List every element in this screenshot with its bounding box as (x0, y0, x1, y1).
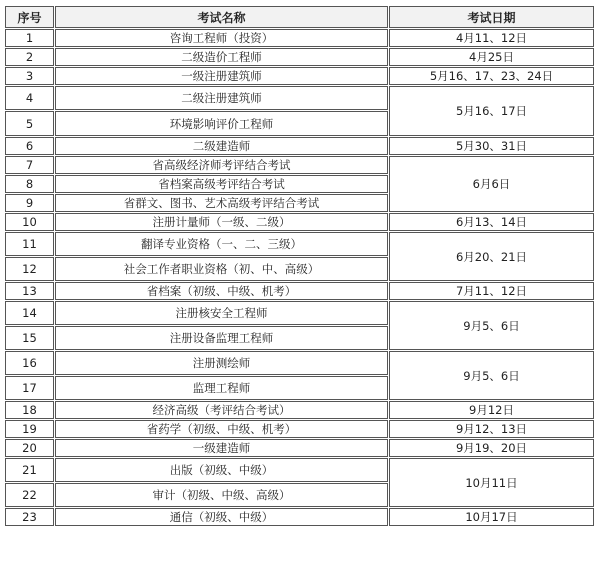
table-row (5, 29, 594, 47)
header-exam-name: 考试名称 (55, 6, 388, 28)
exam-date: 9月5、6日 (389, 351, 594, 400)
table-row (5, 67, 594, 85)
table-row (5, 156, 594, 174)
exam-name: 注册测绘师 (55, 351, 388, 375)
exam-name: 省群文、图书、艺术高级考评结合考试 (55, 194, 388, 212)
exam-name: 经济高级（考评结合考试） (55, 401, 388, 419)
row-number: 13 (5, 282, 54, 300)
table-row (5, 439, 594, 457)
exam-name: 一级注册建筑师 (55, 67, 388, 85)
table-row (5, 351, 594, 375)
exam-name: 二级建造师 (55, 137, 388, 155)
exam-date: 7月11、12日 (389, 282, 594, 300)
row-number: 2 (5, 48, 54, 66)
table-row (5, 458, 594, 482)
exam-date: 9月12、13日 (389, 420, 594, 438)
table-row (5, 213, 594, 231)
row-number: 15 (5, 326, 54, 350)
row-number: 16 (5, 351, 54, 375)
row-number: 7 (5, 156, 54, 174)
row-number: 22 (5, 483, 54, 507)
row-number: 9 (5, 194, 54, 212)
header-row (5, 6, 594, 28)
exam-name: 出版（初级、中级） (55, 458, 388, 482)
row-number: 11 (5, 232, 54, 256)
exam-date: 5月30、31日 (389, 137, 594, 155)
exam-date: 4月11、12日 (389, 29, 594, 47)
row-number: 20 (5, 439, 54, 457)
exam-name: 环境影响评价工程师 (55, 111, 388, 136)
table-row (5, 401, 594, 419)
row-number: 18 (5, 401, 54, 419)
header-exam-date: 考试日期 (389, 6, 594, 28)
row-number: 6 (5, 137, 54, 155)
exam-date: 6月6日 (389, 156, 594, 212)
exam-name: 注册计量师（一级、二级） (55, 213, 388, 231)
row-number: 21 (5, 458, 54, 482)
exam-name: 通信（初级、中级） (55, 508, 388, 526)
exam-name: 注册设备监理工程师 (55, 326, 388, 350)
exam-name: 省高级经济师考评结合考试 (55, 156, 388, 174)
table-row (5, 232, 594, 256)
exam-name: 审计（初级、中级、高级） (55, 483, 388, 507)
exam-name: 二级注册建筑师 (55, 86, 388, 110)
exam-date: 5月16、17日 (389, 86, 594, 136)
row-number: 17 (5, 376, 54, 400)
exam-name: 监理工程师 (55, 376, 388, 400)
row-number: 3 (5, 67, 54, 85)
table-row (5, 301, 594, 325)
row-number: 8 (5, 175, 54, 193)
table-row (5, 508, 594, 526)
table-row (5, 137, 594, 155)
row-number: 10 (5, 213, 54, 231)
exam-date: 10月11日 (389, 458, 594, 507)
exam-date: 4月25日 (389, 48, 594, 66)
row-number: 4 (5, 86, 54, 110)
exam-date: 6月20、21日 (389, 232, 594, 281)
exam-name: 省档案高级考评结合考试 (55, 175, 388, 193)
exam-date: 9月19、20日 (389, 439, 594, 457)
exam-schedule (4, 5, 595, 527)
exam-name: 社会工作者职业资格（初、中、高级） (55, 257, 388, 281)
table-row (5, 282, 594, 300)
exam-name: 翻译专业资格（一、二、三级） (55, 232, 388, 256)
exam-date: 10月17日 (389, 508, 594, 526)
exam-name: 咨询工程师（投资） (55, 29, 388, 47)
table-row (5, 420, 594, 438)
table-row (5, 86, 594, 110)
exam-name: 省药学（初级、中级、机考） (55, 420, 388, 438)
exam-date: 9月12日 (389, 401, 594, 419)
row-number: 14 (5, 301, 54, 325)
row-number: 1 (5, 29, 54, 47)
exam-name: 省档案（初级、中级、机考） (55, 282, 388, 300)
row-number: 5 (5, 111, 54, 136)
header-number: 序号 (5, 6, 54, 28)
table-row (5, 48, 594, 66)
exam-name: 一级建造师 (55, 439, 388, 457)
exam-schedule-table (4, 5, 595, 527)
exam-date: 5月16、17、23、24日 (389, 67, 594, 85)
exam-date: 6月13、14日 (389, 213, 594, 231)
row-number: 19 (5, 420, 54, 438)
row-number: 12 (5, 257, 54, 281)
exam-name: 二级造价工程师 (55, 48, 388, 66)
exam-name: 注册核安全工程师 (55, 301, 388, 325)
exam-date: 9月5、6日 (389, 301, 594, 350)
row-number: 23 (5, 508, 54, 526)
